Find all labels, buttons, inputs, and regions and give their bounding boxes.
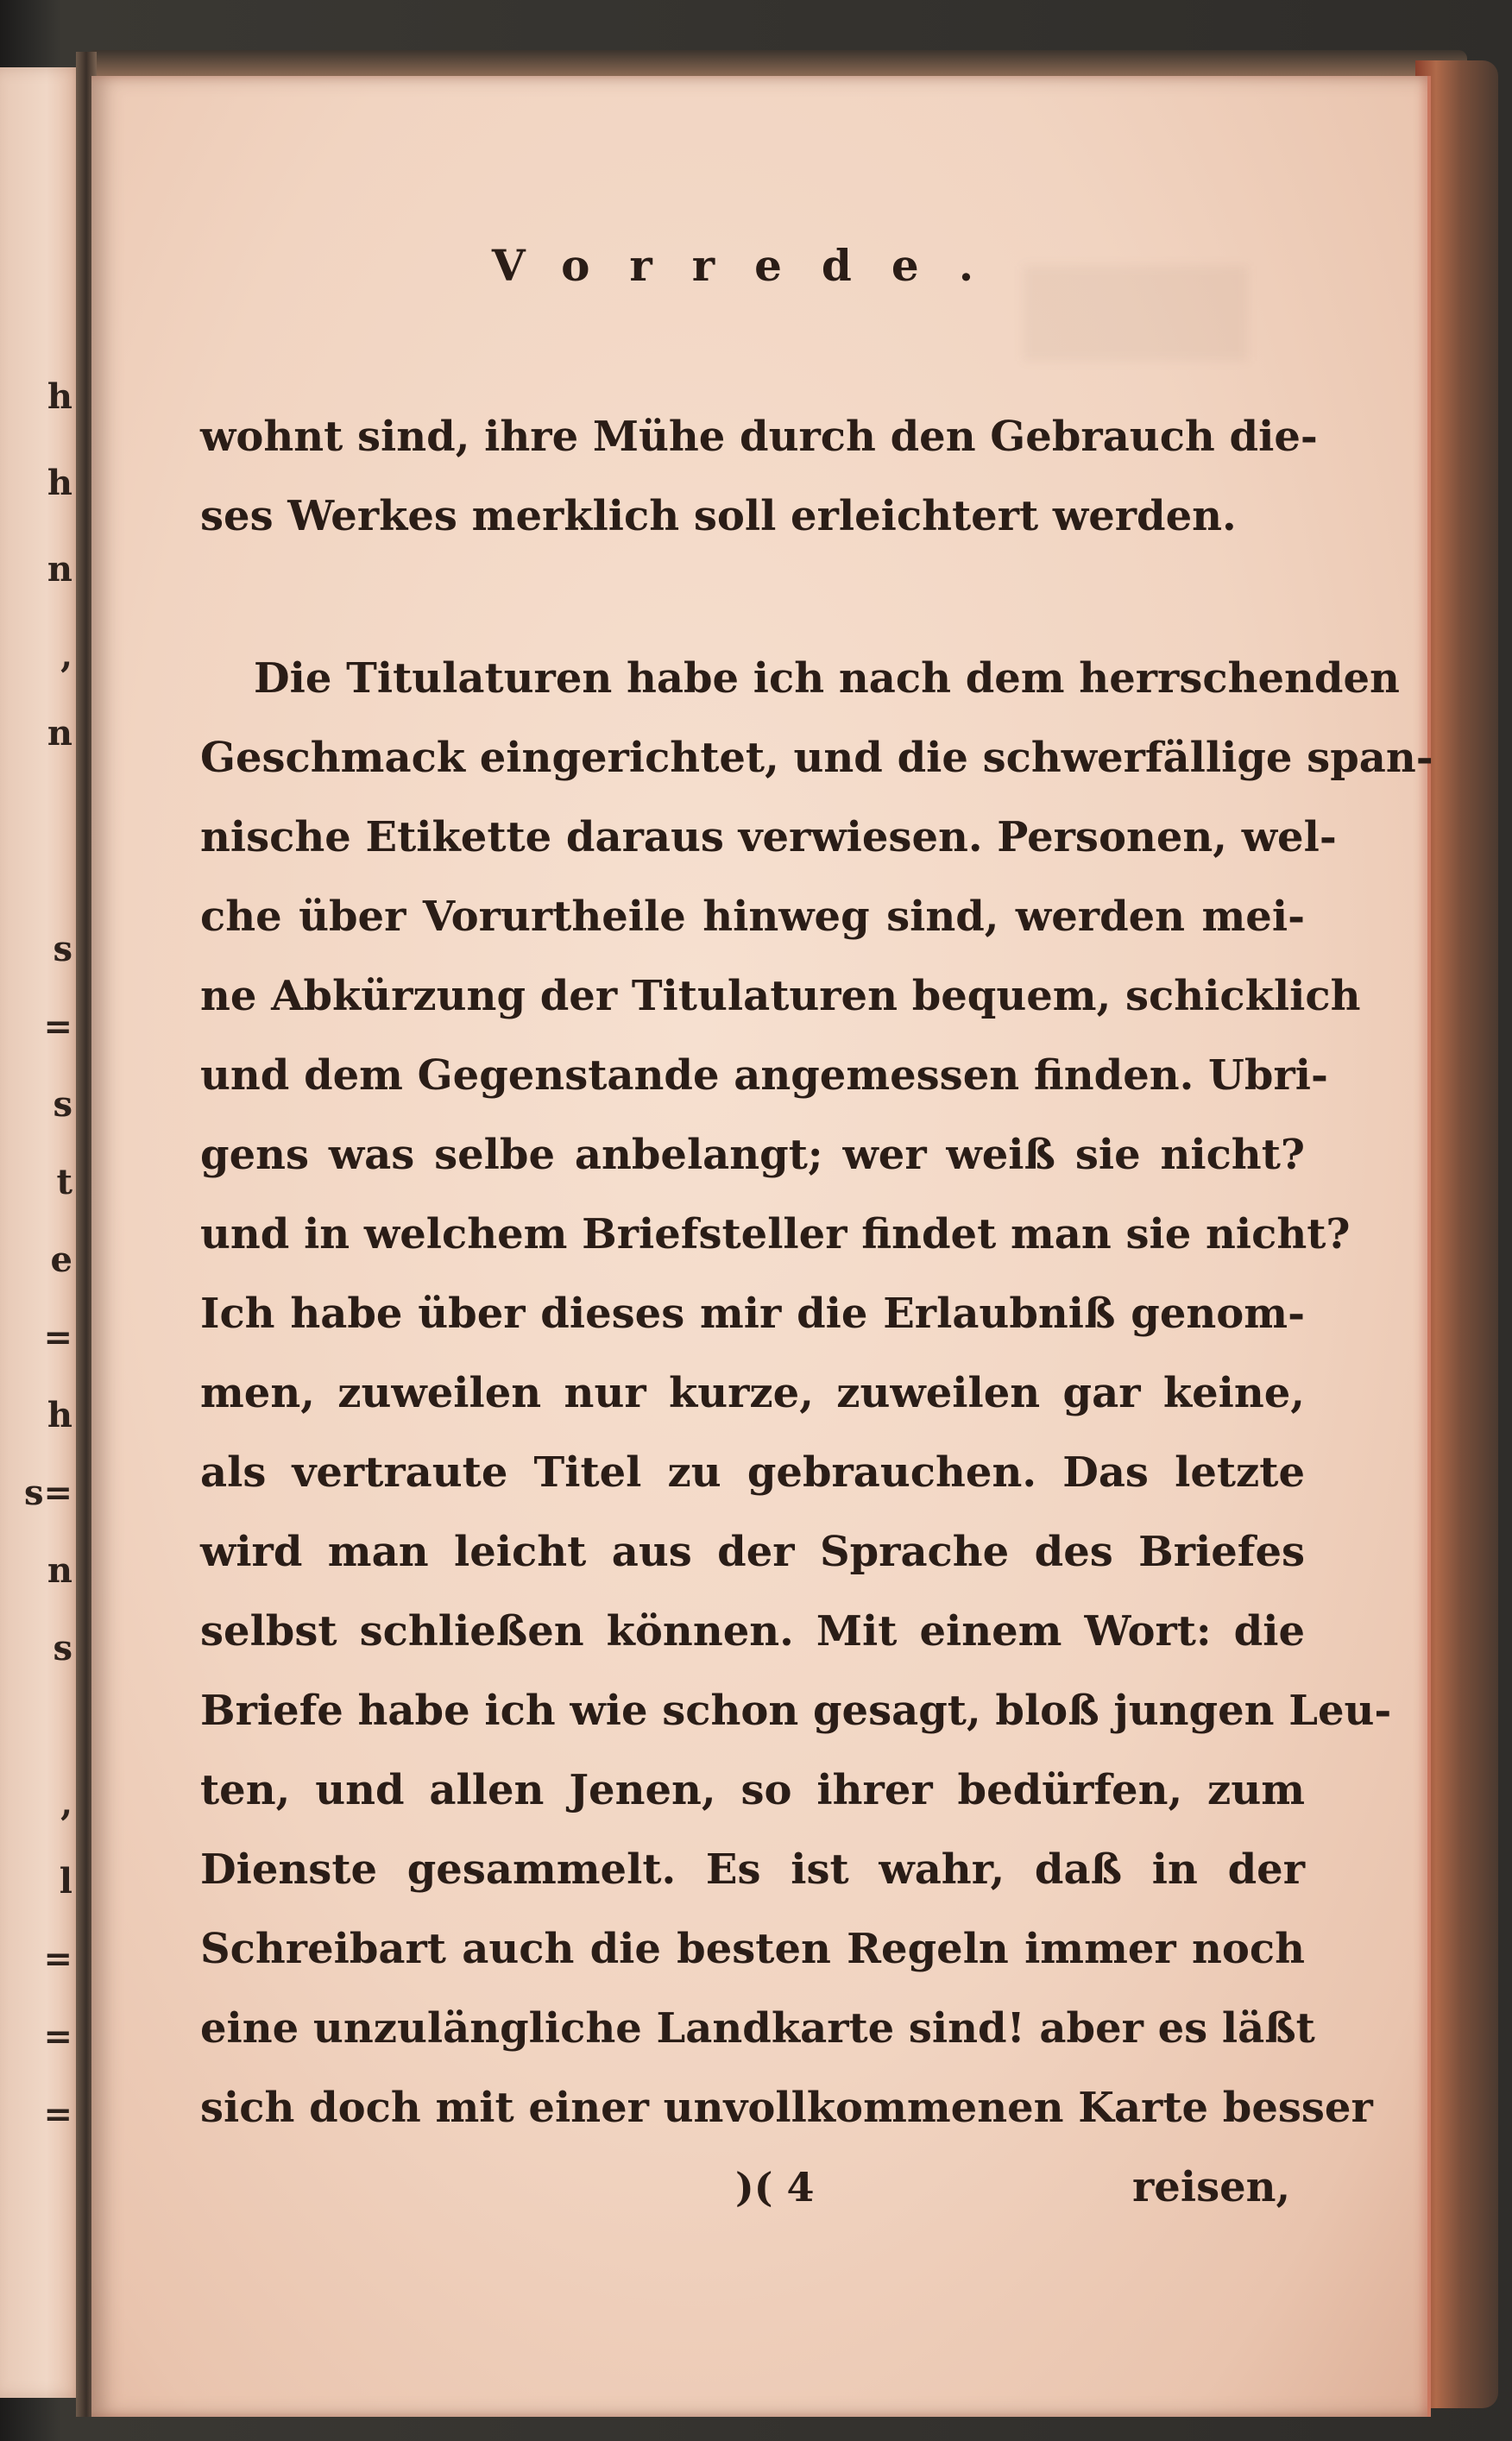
running-head: Vorrede. xyxy=(491,240,1014,291)
left-page-fragment: h xyxy=(47,376,72,417)
left-page-edge xyxy=(0,67,85,2398)
text-line: che über Vorurtheile hinweg sind, werden mei- xyxy=(200,893,1305,941)
text-line: wird man leicht aus der Sprache des Briefes xyxy=(200,1528,1305,1576)
text-line: ten, und allen Jenen, so ihrer bedürfen, zum xyxy=(200,1766,1305,1814)
left-page-fragment: = xyxy=(43,1317,72,1358)
left-page-fragment: s xyxy=(53,1628,72,1668)
text-line: und dem Gegenstande angemessen finden. Ubri- xyxy=(200,1051,1328,1100)
text-line: men, zuweilen nur kurze, zuweilen gar keine, xyxy=(200,1369,1305,1417)
text-line: eine unzulängliche Landkarte sind! aber es läßt xyxy=(200,2004,1315,2053)
left-page-fragment: = xyxy=(43,2094,72,2135)
text-line: als vertraute Titel zu gebrauchen. Das letzte xyxy=(200,1448,1305,1497)
text-line: ses Werkes merklich soll erleichtert werden. xyxy=(200,492,1237,540)
text-line: Briefe habe ich wie schon gesagt, bloß jungen Leu- xyxy=(200,1687,1392,1735)
text-line: Dienste gesammelt. Es ist wahr, daß in der xyxy=(200,1845,1305,1894)
left-page-fragment: , xyxy=(60,635,72,676)
signature-mark: )( 4 xyxy=(735,2164,815,2211)
left-page-fragment: n xyxy=(47,1550,72,1591)
catchword: reisen, xyxy=(1132,2163,1291,2211)
text-line: Geschmack eingerichtet, und die schwerfällige span- xyxy=(200,734,1433,782)
left-page-fragment: l xyxy=(59,1861,72,1902)
left-page-fragment: s xyxy=(53,929,72,969)
text-line: Ich habe über dieses mir die Erlaubniß genom- xyxy=(200,1290,1305,1338)
right-page xyxy=(91,76,1431,2417)
text-line: Schreibart auch die besten Regeln immer noch xyxy=(200,1925,1305,1973)
left-page-fragment: s xyxy=(53,1084,72,1125)
left-page-fragment: n xyxy=(47,713,72,754)
left-page-fragment: h xyxy=(47,463,72,503)
left-page-fragment: = xyxy=(43,1006,72,1047)
text-line: nische Etikette daraus verwiesen. Personen, wel- xyxy=(200,813,1337,861)
text-line: und in welchem Briefsteller findet man sie nicht? xyxy=(200,1210,1351,1258)
text-line: selbst schließen können. Mit einem Wort: die xyxy=(200,1607,1305,1656)
text-line: Die Titulaturen habe ich nach dem herrschenden xyxy=(254,654,1400,703)
text-line: ne Abkürzung der Titulaturen bequem, schicklich xyxy=(200,972,1361,1020)
left-page-fragment: e xyxy=(50,1239,72,1280)
left-page-fragment: , xyxy=(60,1783,72,1824)
left-page-fragment: h xyxy=(47,1395,72,1435)
text-line: sich doch mit einer unvollkommenen Karte besser xyxy=(200,2084,1373,2132)
text-line: gens was selbe anbelangt; wer weiß sie nicht? xyxy=(200,1131,1305,1179)
left-page-fragment: s= xyxy=(23,1473,72,1513)
left-page-fragment: = xyxy=(43,1939,72,1979)
left-page-fragment: = xyxy=(43,2016,72,2057)
left-page-fragment: t xyxy=(56,1162,72,1202)
left-page-fragment: n xyxy=(47,549,72,590)
text-line: wohnt sind, ihre Mühe durch den Gebrauch die- xyxy=(200,413,1318,461)
